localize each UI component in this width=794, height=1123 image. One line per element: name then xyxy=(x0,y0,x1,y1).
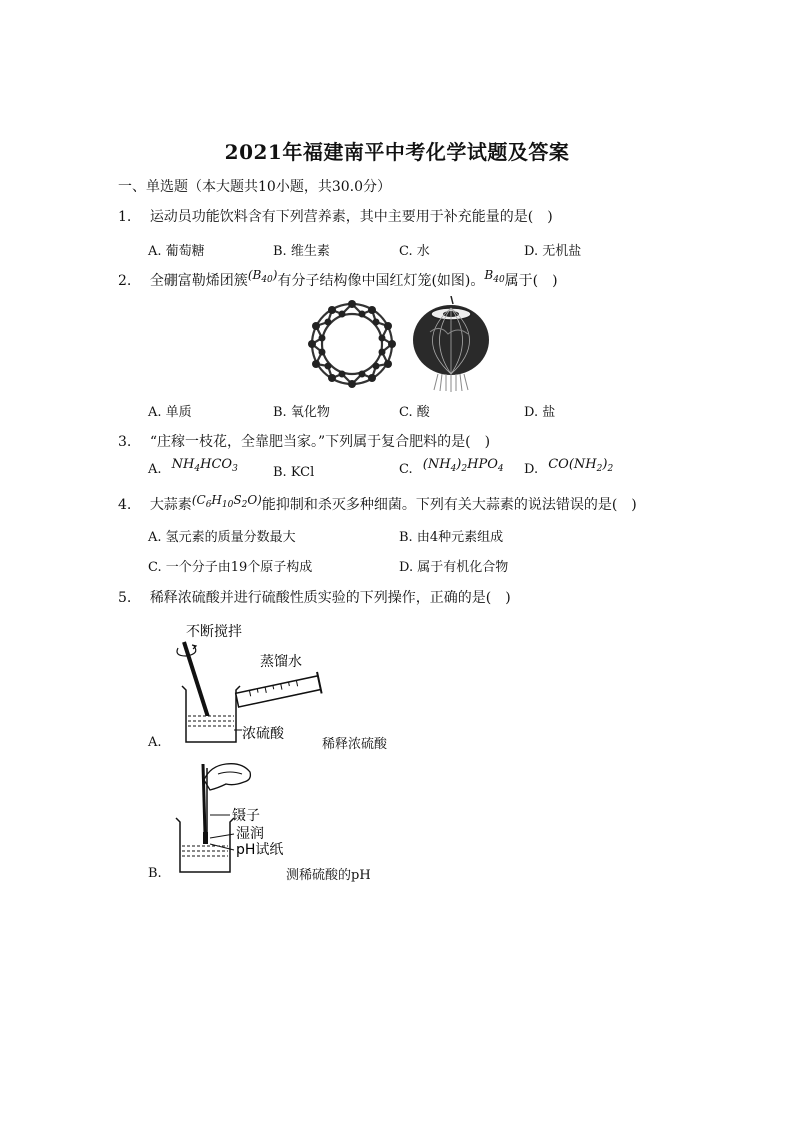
boron-cluster-image xyxy=(300,296,404,392)
question-stem: 稀释浓硫酸并进行硫酸性质实验的下列操作，正确的是( ) xyxy=(149,590,511,606)
question-stem-part: 能抑制和杀灭多种细菌。下列有关大蒜素的说法错误的是( ) xyxy=(261,497,637,513)
question-stem: “庄稼一枝花，全靠肥当家。”下列属于复合肥料的是( ) xyxy=(149,434,491,450)
option-a: A. 单质 xyxy=(148,405,192,420)
formula-co-nh2-2: $CO(NH_2)_2$ xyxy=(548,457,614,474)
label-moist: 湿润 xyxy=(236,826,264,842)
option-c: C. 酸 xyxy=(399,405,430,420)
section-heading: 一、单选题（本大题共10小题，共30.0分） xyxy=(118,179,391,195)
label-stirring: 不断搅拌 xyxy=(186,624,242,640)
caption-b: 测稀硫酸的pH xyxy=(286,868,371,883)
option-b: B. 维生素 xyxy=(273,244,330,259)
option-c: C. 水 xyxy=(399,244,430,259)
question-stem-part: 属于( ) xyxy=(504,273,558,289)
question-number: 5. xyxy=(118,590,132,606)
option-c: C. $(NH_4)_2HPO_4$ xyxy=(399,457,504,477)
option-b: B. 氧化物 xyxy=(273,405,330,420)
figure-dilution xyxy=(170,620,330,750)
option-d: D. 属于有机化合物 xyxy=(399,560,509,575)
option-d: D. $CO(NH_2)_2$ xyxy=(524,457,614,477)
question-3 xyxy=(118,431,490,451)
option-c: C. 一个分子由19个原子构成 xyxy=(148,560,313,575)
page-title: 2021年福建南平中考化学试题及答案 xyxy=(224,140,570,164)
question-stem-part: 大蒜素 xyxy=(149,497,192,513)
question-5 xyxy=(118,587,511,607)
lantern-image xyxy=(408,296,494,392)
option-d: D. 无机盐 xyxy=(524,244,582,259)
question-number: 1. xyxy=(118,209,132,225)
question-number: 2. xyxy=(118,273,132,289)
option-a: A. xyxy=(148,735,162,750)
option-b: B. xyxy=(148,866,162,881)
label-distilled-water: 蒸馏水 xyxy=(260,654,302,670)
question-stem-part: 有分子结构像中国红灯笼(如图)。 xyxy=(277,273,485,289)
question-stem: 运动员功能饮料含有下列营养素，其中主要用于补充能量的是( ) xyxy=(149,209,553,225)
label-ph-paper: pH试纸 xyxy=(236,842,284,858)
question-number: 4. xyxy=(118,497,132,513)
option-b: B. 由4种元素组成 xyxy=(399,530,504,545)
formula-nh4-2hpo4: $(NH_4)_2HPO_4$ xyxy=(422,457,504,474)
formula-b40: $(B_{40})$ xyxy=(247,268,278,285)
option-b: B. KCl xyxy=(273,465,315,480)
question-2 xyxy=(118,270,558,291)
caption-a: 稀释浓硫酸 xyxy=(322,737,388,752)
figure-ph-measure xyxy=(170,758,310,878)
option-a: A. 葡萄糖 xyxy=(148,244,205,259)
formula-nh4hco3: $NH_4HCO_3$ xyxy=(171,457,238,474)
option-d: D. 盐 xyxy=(524,405,556,420)
label-concentrated-acid: 浓硫酸 xyxy=(242,726,284,742)
question-1 xyxy=(118,206,553,226)
question-number: 3. xyxy=(118,434,132,450)
label-tweezers: 镊子 xyxy=(232,808,260,824)
formula-c6h10s2o: $(C_6H_{10}S_2O)$ xyxy=(191,493,262,510)
option-a: A. $NH_4HCO_3$ xyxy=(148,457,238,477)
question-stem-part: 全硼富勒烯团簇 xyxy=(149,273,248,289)
option-a: A. 氢元素的质量分数最大 xyxy=(148,530,296,545)
question-4 xyxy=(118,494,637,515)
formula-b40: $B_{40}$ xyxy=(484,268,505,285)
